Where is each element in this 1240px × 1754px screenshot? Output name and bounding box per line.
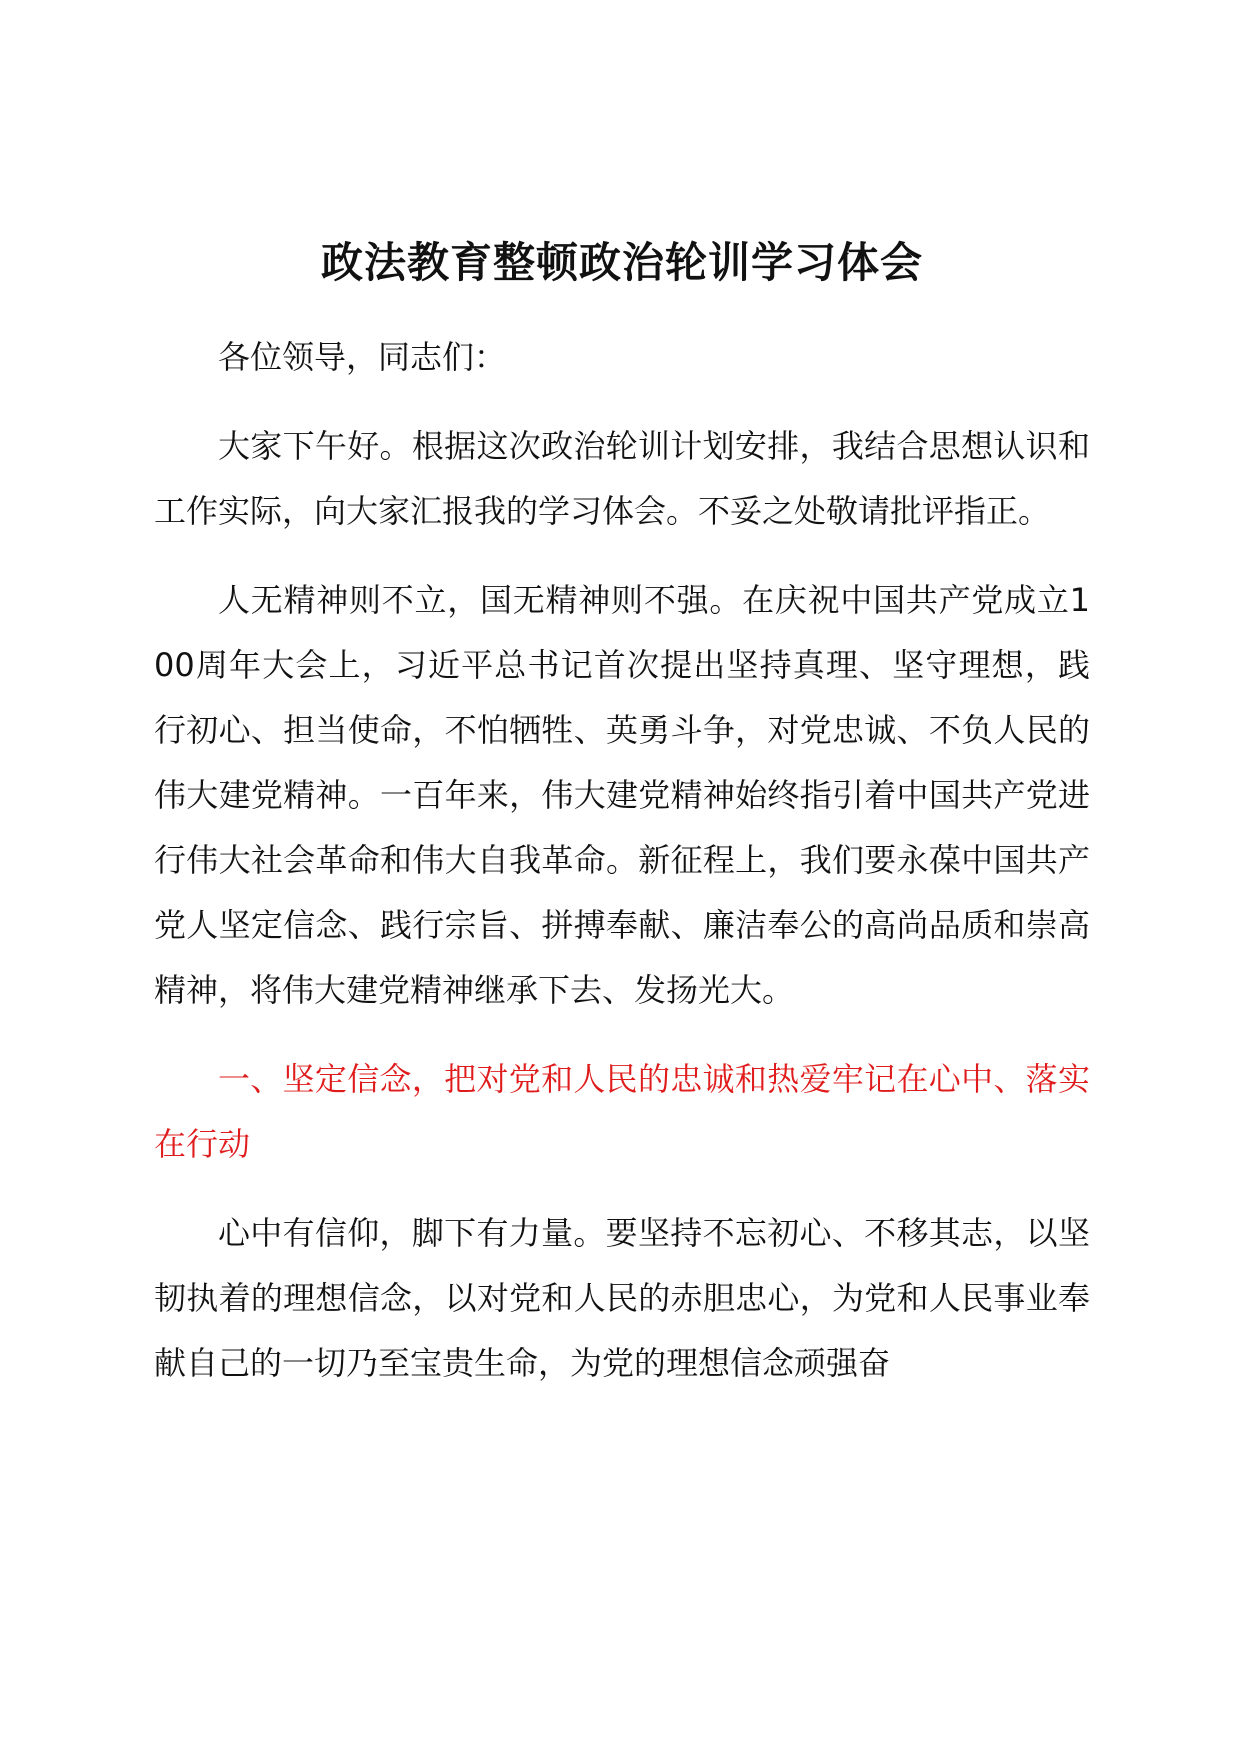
section-paragraph: 心中有信仰，脚下有力量。要坚持不忘初心、不移其志，以坚韧执着的理想信念，以对党和人民的赤胆忠心，为党和人民事业奉献自己的一切乃至宝贵生命，为党的理想信念顽强奋 — [154, 1213, 1090, 1382]
document-content — [154, 236, 1090, 1420]
section-heading: 一、坚定信念，把对党和人民的忠诚和热爱牢记在心中、落实在行动 — [154, 1059, 1090, 1163]
salutation: 各位领导，同志们： — [218, 337, 507, 376]
paragraph-intro: 大家下午好。根据这次政治轮训计划安排，我结合思想认识和工作实际，向大家汇报我的学习体会。不妥之处敬请批评指正。 — [154, 426, 1090, 530]
document-title: 政法教育整顿政治轮训学习体会 — [320, 238, 923, 287]
paragraph-party-spirit: 人无精神则不立，国无精神则不强。在庆祝中国共产党成立100周年大会上，习近平总书记首次提出坚持真理、坚守理想，践行初心、担当使命，不怕牺牲、英勇斗争，对党忠诚、不负人民的伟大建党精神。一百年来，伟大建党精神始终指引着中国共产党进行伟大社会革命和伟大自我革命。新征程上，我们要永葆中国共产党人坚定信念、践行宗旨、拼搏奉献、廉洁奉公的高尚品质和崇高精神，将伟大建党精神继承下去、发扬光大。 — [154, 580, 1090, 1009]
